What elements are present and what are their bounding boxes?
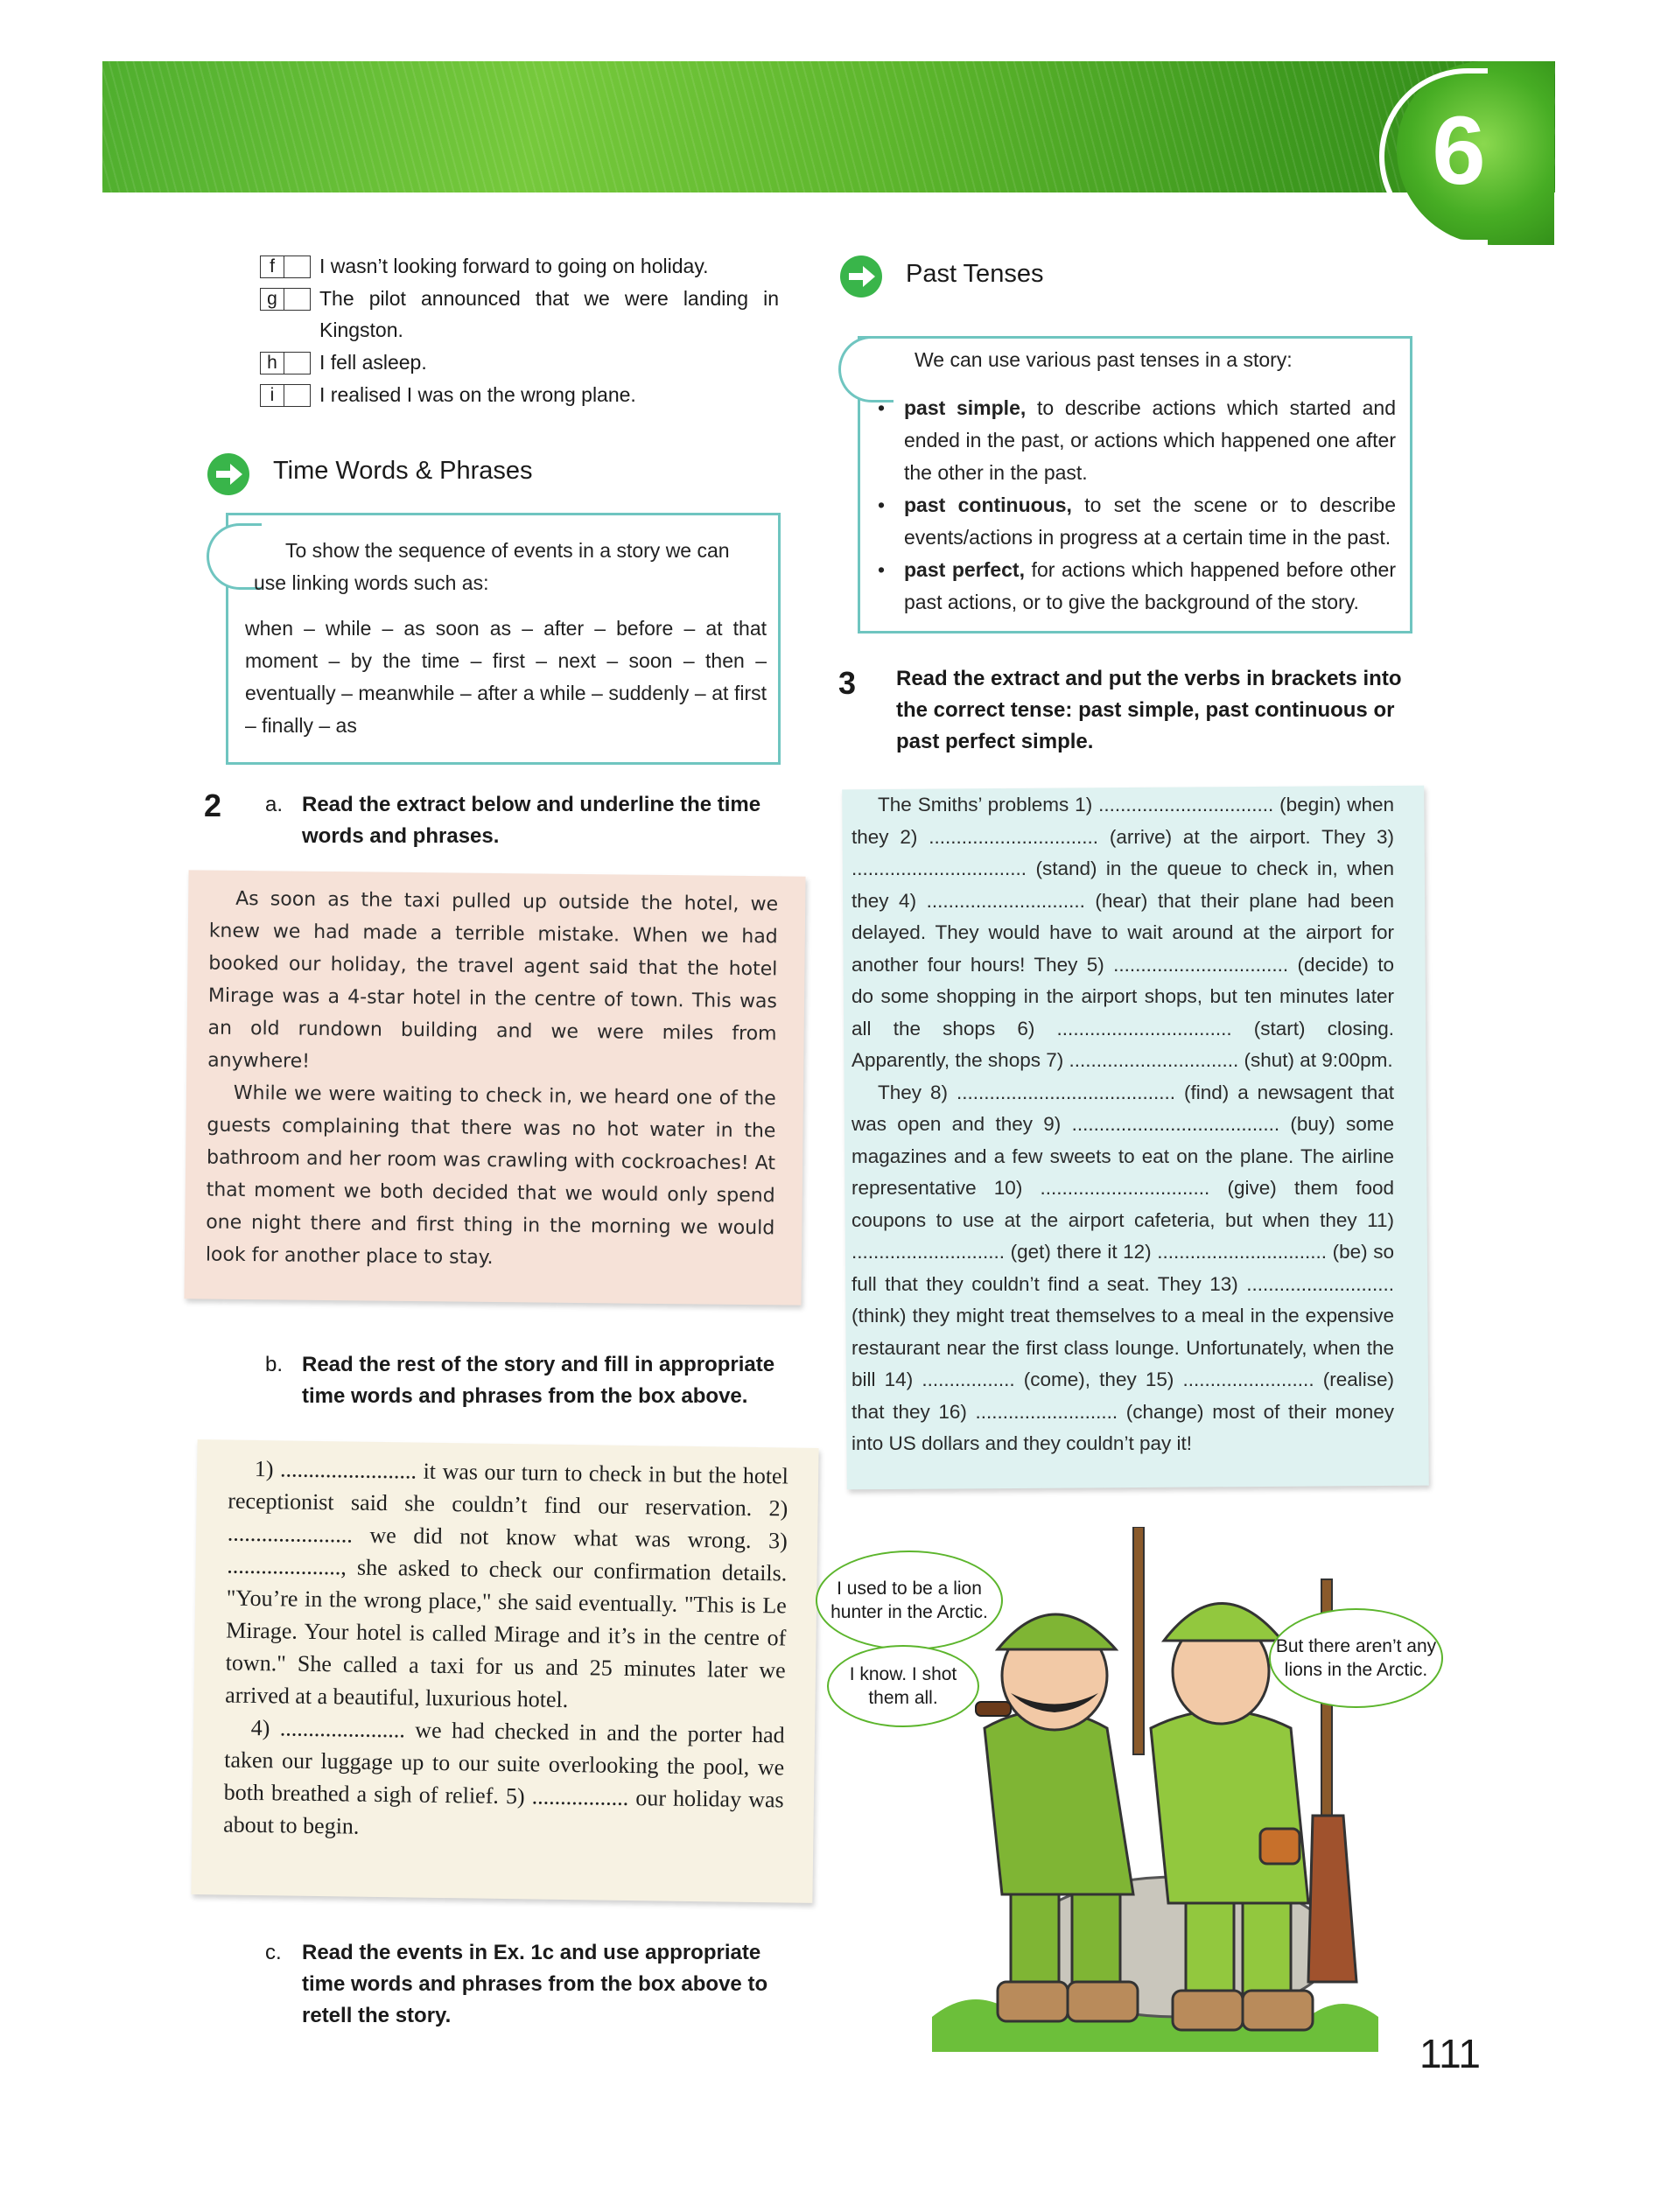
exercise-2a-instructions: a. Read the extract below and underline the time words and phrases. — [265, 793, 761, 848]
exercise-2c-instructions: c. Read the events in Ex. 1c and use appropriate time words and phrases from the box above to retell the story. — [265, 1941, 768, 2027]
answer-box[interactable] — [260, 256, 311, 278]
unit-number: 6 — [1432, 97, 1486, 205]
item-text: I realised I was on the wrong plane. — [319, 383, 636, 406]
speech-bubble: I know. I shot them all. — [827, 1645, 979, 1727]
bullet-item: • past continuous, to set the scene or to describe events/actions in progress at a certain time in the past. — [878, 494, 1396, 549]
bullet-item: • past perfect, for actions which happened before other past actions, or to give the background of the story. — [878, 558, 1396, 613]
time-words-title: Time Words & Phrases — [273, 457, 533, 485]
exercise-2b-instructions: b. Read the rest of the story and fill in appropriate time words and phrases from the box above. — [265, 1353, 775, 1408]
bullet-item: • past simple, to describe actions which started and ended in the past, or actions which happened one after the other in the past. — [878, 396, 1397, 484]
time-words-intro: To show the sequence of events in a story we can use linking words such as: — [254, 539, 730, 594]
answer-box[interactable] — [260, 352, 311, 374]
page-number: 111 — [1419, 2031, 1481, 2076]
time-words-list: when – while – as soon as – after – before – at that moment – by the time – first – next – soon – then – eventually – meanwhile – after a while – suddenly – at first – finally – as — [245, 617, 767, 737]
exercise-3-text — [852, 789, 1394, 1460]
exercise-2a-extract — [206, 883, 779, 1278]
paragraph: As soon as the taxi pulled up outside the hotel, we knew we had made a terrible mistake. When we had booked our holiday, the travel agent said that the hotel Mirage was a 4-star hotel in the centre of town. This was an old rundown building and we were miles from anywhere! — [207, 887, 779, 1073]
item-text: The pilot announced that we were landing in Kingston. — [319, 287, 779, 341]
exercise-number: 2 — [204, 788, 222, 823]
item-letter: g — [261, 289, 284, 310]
paragraph: 4) ...................... we had checked in and the porter had taken our luggage up to our suite overlooking the pool, we both breathed a sigh of relief. 5) ................. our holiday was about to begin. — [222, 1714, 785, 1839]
speech-bubble: But there aren’t any lions in the Arctic. — [1269, 1608, 1443, 1708]
paragraph: The Smiths’ problems 1) ................................ (begin) when they 2) ............................... (arrive) at the airport. They 3) ................................ (stand) in the queue to check in, when they 4) ............................. (hear) that their plane had been delayed. They would have to wait around at the airport for another four hours! They 5) ................................ (decide) to do some shopping in the airport shops, but ten minutes later all the shops 6) ................................ (start) closing. Apparently, the shops 7) ............................... (shut) at 9:00pm. — [852, 794, 1394, 1071]
paragraph: They 8) ........................................ (find) a newsagent that was open and they 9) ...................................... (buy) some magazines and a few sweets to eat on the plane. The airline representative 10) ............................... (give) them food coupons to use at the airport cafeteria, but when they 11) ............................ (get) there it 12) ............................... (be) so full that they couldn’t find a seat. They 13) ........................... (think) they might treat themselves to a meal in the expensive restaurant near the first class lounge. Unfortunately, when the bill 14) ................. (come), they 15) ........................ (realise) that they 16) .......................... (change) most of their money into US dollars and they couldn’t pay it! — [852, 1081, 1394, 1454]
item-letter: h — [261, 353, 284, 374]
past-tenses-bullets — [871, 392, 1396, 619]
item-text: I wasn’t looking forward to going on holiday. — [319, 255, 709, 277]
answer-box[interactable] — [260, 288, 311, 311]
item-letter: f — [261, 256, 284, 277]
paragraph: While we were waiting to check in, we heard one of the guests complaining that there was no hot water in the bathroom and her room was crawling with cockroaches! At that moment we both decided that we would only spend one night there and first thing in the morning we would look for another place to stay. — [205, 1082, 776, 1270]
past-tenses-intro: We can use various past tenses in a story: — [915, 348, 1293, 371]
header-banner-texture — [102, 61, 1555, 192]
arrow-right-icon — [207, 453, 249, 495]
answer-box[interactable] — [260, 384, 311, 407]
arrow-right-icon — [840, 256, 882, 298]
exercise-number: 3 — [838, 665, 857, 701]
exercise-3-instructions: Read the extract and put the verbs in brackets into the correct tense: past simple, past continuous or past perfect simple. — [896, 667, 1402, 753]
item-text: I fell asleep. — [319, 351, 427, 374]
item-letter: i — [261, 385, 284, 406]
exercise-2b-story — [223, 1452, 788, 1849]
speech-bubble: I used to be a lion hunter in the Arctic. — [816, 1550, 1003, 1650]
past-tenses-title: Past Tenses — [906, 260, 1044, 288]
paragraph: 1) ........................ it was our turn to check in but the hotel receptionist said she couldn’t find our reservation. 2) ...................... we did not know what was wrong. 3) ...................., she asked to check our confirmation details. "You’re in the wrong place," she said eventually. "This is Le Mirage. Your hotel is called Mirage and it’s in the centre of town." She called a taxi for us and 25 minutes later we arrived at a beautiful, luxurious hotel. — [225, 1455, 789, 1712]
